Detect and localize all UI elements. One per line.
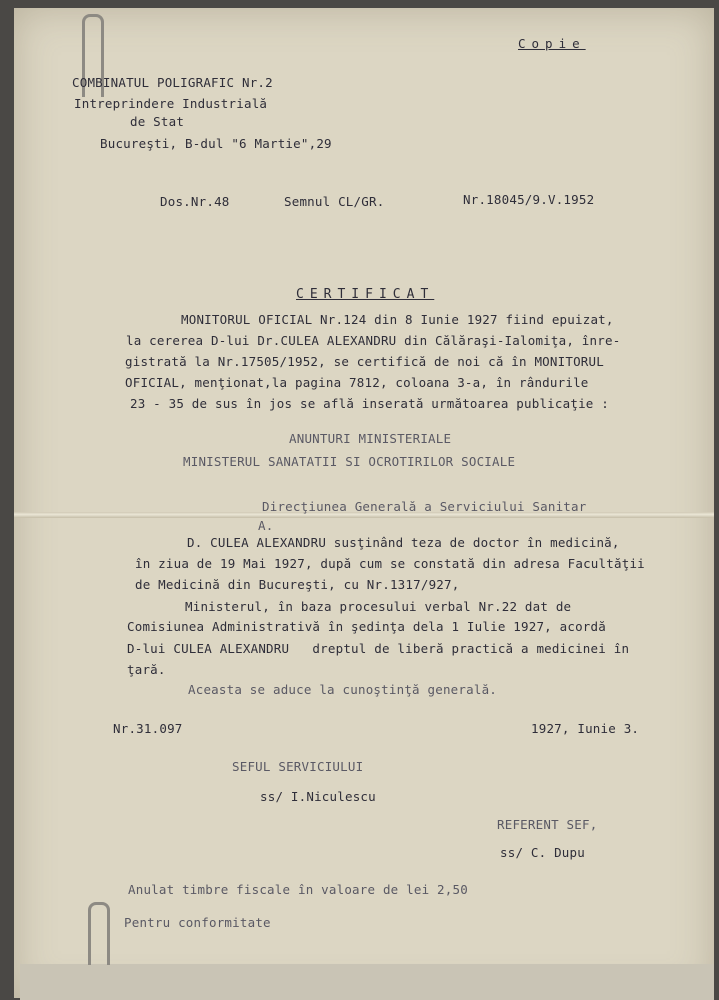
page-under-sheet xyxy=(20,964,714,1000)
body-line-3: gistrată la Nr.17505/1952, se certifică de noi că în MONITORUL xyxy=(125,354,604,369)
registration-number: Nr.18045/9.V.1952 xyxy=(463,192,595,207)
chief-title: SEFUL SERVICIULUI xyxy=(232,759,364,774)
publication-line-7: ţară. xyxy=(127,662,166,677)
dossier-number: Dos.Nr.48 xyxy=(160,194,230,209)
publication-ref-number: Nr.31.097 xyxy=(113,721,183,736)
body-line-4: OFICIAL, menţionat,la pagina 7812, coloana 3-a, în rândurile xyxy=(125,375,589,390)
publication-line-3: de Medicină din Bucureşti, cu Nr.1317/927, xyxy=(135,577,460,592)
publication-line-1: D. CULEA ALEXANDRU susţinând teza de doctor în medicină, xyxy=(187,535,620,550)
copy-label: Copie xyxy=(518,36,586,51)
body-line-1: MONITORUL OFICIAL Nr.124 din 8 Iunie 1927 fiind epuizat, xyxy=(181,312,614,327)
publication-line-4: Ministerul, în baza procesului verbal Nr.22 dat de xyxy=(185,599,572,614)
org-address: Bucureşti, B-dul "6 Martie",29 xyxy=(100,136,332,151)
org-type: Intreprindere Industrială xyxy=(74,96,268,111)
a-mark: A. xyxy=(258,518,274,533)
conformity-note: Pentru conformitate xyxy=(124,915,271,930)
body-line-5: 23 - 35 de sus în jos se află inserată următoarea publicaţie : xyxy=(130,396,609,411)
ministry-heading: MINISTERUL SANATATII SI OCROTIRILOR SOCIALE xyxy=(183,454,516,469)
publication-line-2: în ziua de 19 Mai 1927, după cum se constată din adresa Facultăţii xyxy=(135,556,645,571)
referent-signature: ss/ C. Dupu xyxy=(500,845,585,860)
reference-mark: Semnul CL/GR. xyxy=(284,194,385,209)
publication-line-5: Comisiunea Administrativă în şedinţa dela 1 Iulie 1927, acordă xyxy=(127,619,606,634)
body-line-2: la cererea D-lui Dr.CULEA ALEXANDRU din Călăraşi-Ialomiţa, înre- xyxy=(126,333,621,348)
org-type-2: de Stat xyxy=(130,114,185,129)
org-name: COMBINATUL POLIGRAFIC Nr.2 xyxy=(72,75,273,90)
chief-signature: ss/ I.Niculescu xyxy=(260,789,376,804)
publication-date: 1927, Iunie 3. xyxy=(531,721,640,736)
document-title: CERTIFICAT xyxy=(296,287,435,302)
fiscal-stamps-note: Anulat timbre fiscale în valoare de lei 2,50 xyxy=(128,882,468,897)
section-heading: ANUNTURI MINISTERIALE xyxy=(289,431,452,446)
publication-line-8: Aceasta se aduce la cunoştinţă generală. xyxy=(188,682,498,697)
direction-heading: Direcţiunea Generală a Serviciului Sanitar xyxy=(262,499,587,514)
publication-line-6: D-lui CULEA ALEXANDRU dreptul de liberă practică a medicinei în xyxy=(127,641,630,656)
paper-clip-bottom xyxy=(88,902,110,965)
referent-title: REFERENT SEF, xyxy=(497,817,598,832)
